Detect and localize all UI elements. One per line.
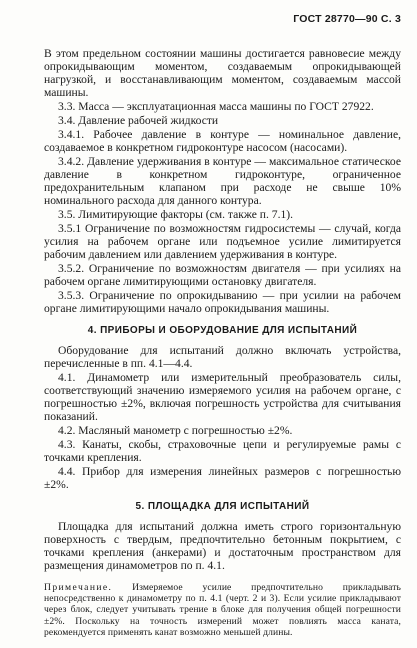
paragraph-4-4: 4.4. Прибор для измерения линейных размеров с погрешностью ±2%.: [44, 465, 401, 491]
paragraph-3-5-1: 3.5.1 Ограничение по возможностям гидросистемы — случай, когда усилия на рабочем органе или подъемное усилие лимитируется рабочим давлением или давлением удерживания в контуре.: [44, 222, 401, 261]
paragraph-3-4-2: 3.4.2. Давление удерживания в контуре — максимальное статическое давление в конкретном гидроконтуре, ограниченное предохранительным клапаном при расходе не свыше 10% номинального расхода для данного контура.: [44, 155, 401, 207]
section-5-title: 5. ПЛОЩАДКА ДЛЯ ИСПЫТАНИЙ: [135, 501, 310, 512]
page-content: [44, 47, 401, 648]
paragraph-3-4: 3.4. Давление рабочей жидкости: [58, 114, 219, 127]
paragraph-3-5: 3.5. Лимитирующие факторы (см. также п. 7.1).: [58, 208, 294, 221]
note-text: Измеряемое усилие предпочтительно прикладывать непосредственно к динамометру по п. 4.1 (черт. 2 и 3). Если усилие прикладывают через блок, следует учитывать трение в блоке для получения общей погрешности ±2%. Поскольку на точность измерений может повлиять масса каната, рекомендуется применять канат возможно меньшей длины.: [44, 582, 401, 638]
paragraph-4-3: 4.3. Канаты, скобы, страховочные цепи и регулируемые рамы с точками крепления.: [44, 438, 401, 464]
paragraph-3-5-3: 3.5.3. Ограничение по опрокидыванию — при усилии на рабочем органе лимитирующими начало опрокидывания машины.: [44, 289, 401, 315]
section-4-title: 4. ПРИБОРЫ И ОБОРУДОВАНИЕ ДЛЯ ИСПЫТАНИЙ: [87, 325, 358, 336]
paragraph-3-3: 3.3. Масса — эксплуатационная масса машины по ГОСТ 27922.: [58, 100, 374, 113]
note-label: Примечание.: [44, 582, 113, 593]
paragraph-3-4-1: 3.4.1. Рабочее давление в контуре — номинальное давление, создаваемое в конкретном гидроконтуре насосом (насосами).: [44, 128, 401, 154]
paragraph-4-intro: Оборудование для испытаний должно включать устройства, перечисленные в пп. 4.1—4.4.: [44, 344, 401, 370]
page-header: ГОСТ 28770—90 С. 3: [293, 13, 401, 25]
paragraph-3-5-2: 3.5.2. Ограничение по возможностям двигателя — при усилиях на рабочем органе лимитирующими остановку двигателя.: [44, 262, 401, 288]
paragraph-4-1: 4.1. Динамометр или измерительный преобразователь силы, соответствующий значению измеряемого усилия на рабочем органе, с погрешностью ±2%, включая погрешность устройства для считывания показаний.: [44, 371, 401, 423]
paragraph-limit-state: В этом предельном состоянии машины достигается равновесие между опрокидывающим моментом, создаваемым опрокидывающей нагрузкой, и восстанавливающим моментом, создаваемым массой машины.: [44, 47, 401, 99]
paragraph-5-body: Площадка для испытаний должна иметь строго горизонтальную поверхность с твердым, предпочтительно бетонным покрытием, с точками крепления (анкерами) и достаточным пространством для размещения динамометров по п. 4.1.: [44, 520, 401, 572]
paragraph-4-2: 4.2. Масляный манометр с погрешностью ±2%.: [58, 424, 293, 437]
note-block: [44, 582, 401, 638]
